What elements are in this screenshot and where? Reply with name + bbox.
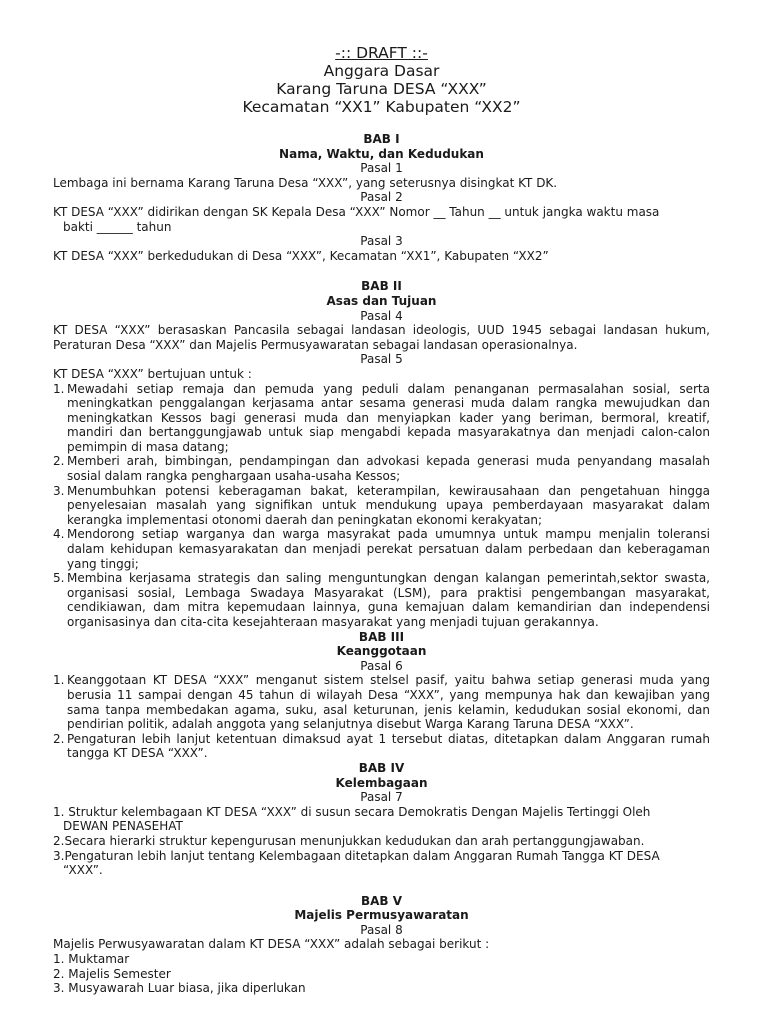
list-item: 1. Mewadahi setiap remaja dan pemuda yang peduli dalam penanganan permasalahan sosial, serta meningkatkan penggalangan kerjasama antar sesama generasi muda dalam rangka mewujudkan dan meningkatkan Kessos bagi generasi muda dan menyiapkan kader yang beriman, bermoral, kreatif, mandiri dan bertanggungjawab untuk siap mengabdi kepada masyarakatnya dan menjadi calon-calon pemimpin di masa datang; xyxy=(53,381,710,454)
pasal-heading: Pasal 3 xyxy=(360,234,403,249)
pasal-5-intro: KT DESA “XXX” bertujuan untuk : xyxy=(53,366,252,381)
pasal-7-line-2: 2.Secara hierarki struktur kepengurusan menunjukkan kedudukan dan arah pertanggungjawaban. xyxy=(53,833,645,848)
draft-label: -:: DRAFT ::- xyxy=(335,44,428,62)
pasal-heading: Pasal 5 xyxy=(360,352,403,367)
header-line-2: Karang Taruna DESA “XXX” xyxy=(276,80,487,98)
section-bab-5 xyxy=(53,894,710,996)
bab-heading: BAB III xyxy=(358,629,405,644)
pasal-4-text: KT DESA “XXX” berasaskan Pancasila sebagai landasan ideologis, UUD 1945 sebagai landasan hukum, Peraturan Desa “XXX” dan Majelis Permusyawaratan sebagai landasan operasionalnya. xyxy=(53,323,710,352)
pasal-1-text: Lembaga ini bernama Karang Taruna Desa “XXX”, yang seterusnya disingkat KT DK. xyxy=(53,175,558,190)
document-header xyxy=(53,44,710,116)
pasal-heading: Pasal 6 xyxy=(360,658,403,673)
list-item: 2. Memberi arah, bimbingan, pendampingan dan advokasi kepada generasi muda penyandang masalah sosial dalam rangka penghargaan usaha-usaha Kessos; xyxy=(53,454,710,484)
pasal-8-intro: Majelis Perwusyawaratan dalam KT DESA “XXX” adalah sebagai berikut : xyxy=(53,937,490,952)
bab-heading: BAB II xyxy=(361,279,402,294)
list-item: 3. Menumbuhkan potensi keberagaman bakat, keterampilan, kewirausahaan dan pengetahuan hingga penyelesaian masalah yang signifikan untuk mendukung upaya pemberdayaan masyarakat dalam kerangka implementasi otonomi daerah dan peningkatan ekonomi kerakyatan; xyxy=(53,483,710,527)
list-item: 2. Pengaturan lebih lanjut ketentuan dimaksud ayat 1 tersebut diatas, ditetapkan dalam Anggaran rumah tangga KT DESA “XXX”. xyxy=(53,731,710,761)
pasal-heading: Pasal 7 xyxy=(360,790,403,805)
pasal-7-line-1-cont: DEWAN PENASEHAT xyxy=(63,819,183,834)
section-bab-1 xyxy=(53,132,710,263)
header-line-3: Kecamatan “XX1” Kabupaten “XX2” xyxy=(242,98,521,116)
bab-title: Asas dan Tujuan xyxy=(326,293,437,308)
pasal-2-text-cont: bakti ______ tahun xyxy=(63,219,172,234)
bab-title: Nama, Waktu, dan Kedudukan xyxy=(279,146,484,161)
section-bab-2 xyxy=(53,279,710,629)
document-page xyxy=(53,44,710,996)
pasal-heading: Pasal 4 xyxy=(360,308,403,323)
pasal-3-text: KT DESA “XXX” berkedudukan di Desa “XXX”, Kecamatan “XX1”, Kabupaten “XX2” xyxy=(53,248,549,263)
bab-title: Majelis Permusyawaratan xyxy=(294,908,469,923)
tujuan-list xyxy=(53,382,710,630)
pasal-7-line-3-cont: “XXX”. xyxy=(63,863,103,878)
bab-heading: BAB V xyxy=(360,893,403,908)
list-item: 3. Musyawarah Luar biasa, jika diperlukan xyxy=(53,981,306,996)
pasal-2-text: KT DESA “XXX” didirikan dengan SK Kepala Desa “XXX” Nomor __ Tahun __ untuk jangka waktu masa xyxy=(53,204,660,219)
pasal-heading: Pasal 8 xyxy=(360,922,403,937)
bab-title: Kelembagaan xyxy=(335,775,428,790)
section-bab-4 xyxy=(53,761,710,878)
bab-heading: BAB I xyxy=(363,132,400,146)
list-item: 4. Mendorong setiap warganya dan warga masyrakat pada umumnya untuk mampu menjalin toleransi dalam kehidupan kemasyarakatan dan menjadi perekat persatuan dalam perbedaan dan keberagaman yang tinggi; xyxy=(53,527,710,571)
pasal-7-line-3: 3.Pengaturan lebih lanjut tentang Kelembagaan ditetapkan dalam Anggaran Rumah Tangga KT DESA xyxy=(53,848,660,863)
section-bab-3 xyxy=(53,630,710,761)
pasal-heading: Pasal 1 xyxy=(360,161,403,176)
header-line-1: Anggara Dasar xyxy=(323,62,440,80)
bab-title: Keanggotaan xyxy=(336,644,427,659)
bab-heading: BAB IV xyxy=(358,760,405,775)
pasal-heading: Pasal 2 xyxy=(360,190,403,205)
list-item: 1. Muktamar xyxy=(53,952,130,967)
keanggotaan-list xyxy=(53,673,710,761)
list-item: 5. Membina kerjasama strategis dan saling menguntungkan dengan kalangan pemerintah,sektor swasta, organisasi sosial, Lembaga Swadaya Masyarakat (LSM), para praktisi pengembangan masyarakat, cendikiawan, dam mitra kepemudaan lainnya, guna kemajuan dalam kemandirian dan independensi organisasinya dan cita-cita kesejahteraan masyarakat yang menjadi tujuan gerakannya. xyxy=(53,571,710,629)
list-item: 1. Keanggotaan KT DESA “XXX” menganut sistem stelsel pasif, yaitu bahwa setiap generasi muda yang berusia 11 sampai dengan 45 tahun di wilayah Desa “XXX”, yang mempunya hak dan kewajiban yang sama tanpa membedakan agama, suku, asal keturunan, jenis kelamin, kedudukan sosial ekonomi, dan pendirian politik, adalah anggota yang selanjutnya disebut Warga Karang Taruna DESA “XXX”. xyxy=(53,673,710,732)
pasal-7-line-1: 1. Struktur kelembagaan KT DESA “XXX” di susun secara Demokratis Dengan Majelis Tertinggi Oleh xyxy=(53,804,651,819)
list-item: 2. Majelis Semester xyxy=(53,966,171,981)
